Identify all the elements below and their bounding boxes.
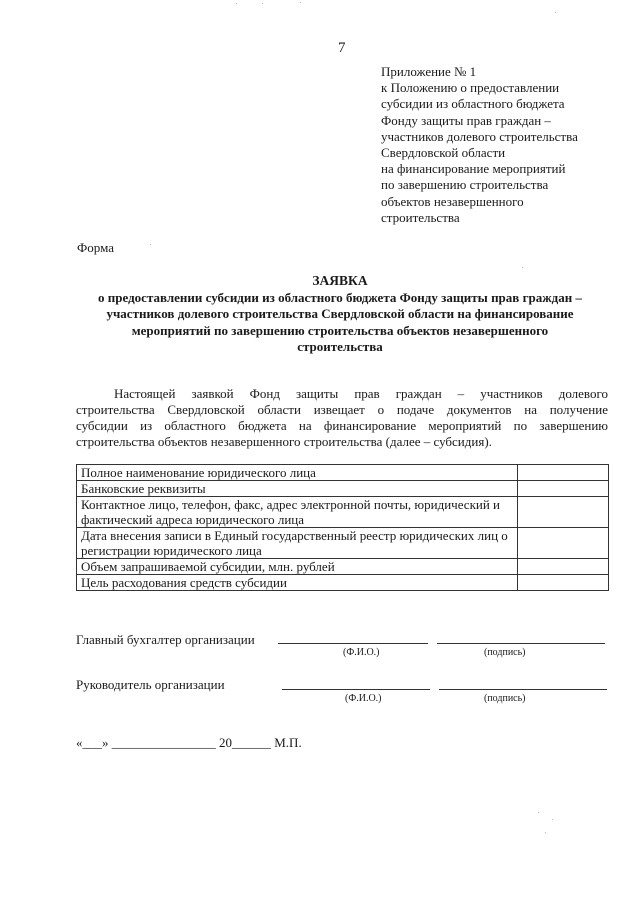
scan-speck [555, 12, 556, 13]
title-line: строительства [297, 339, 383, 354]
intro-line: Настоящей заявкой Фонд защиты прав граждан – участников долевого [114, 386, 608, 401]
appendix-line: Фонду защиты прав граждан – [381, 112, 551, 128]
row-label: Цель расходования средств субсидии [77, 575, 518, 591]
table-row [77, 575, 609, 591]
title-line: о предоставлении субсидии из областного бюджета Фонду защиты прав граждан – [98, 289, 582, 305]
accountant-fio-line[interactable] [278, 643, 428, 644]
appendix-block [381, 64, 621, 226]
title-heading: ЗАЯВКА [312, 273, 368, 288]
document-title [70, 273, 610, 356]
scan-speck [552, 819, 553, 820]
page-number: 7 [338, 40, 346, 56]
intro-line: субсидии из областного бюджета на финансирование мероприятий по завершению [76, 418, 608, 433]
head-sign-line[interactable] [439, 689, 607, 690]
fio-caption: (Ф.И.О.) [345, 693, 382, 704]
intro-paragraph [76, 386, 608, 450]
intro-line: строительства Свердловской области извещает о подаче документов на получение [76, 402, 608, 417]
head-fio-line[interactable] [282, 689, 430, 690]
form-label: Форма [77, 240, 114, 255]
appendix-line: участников долевого строительства [381, 128, 578, 144]
scan-speck [538, 812, 539, 813]
row-value-cell[interactable] [518, 481, 609, 497]
appendix-line: Свердловской области [381, 145, 506, 161]
row-label: Полное наименование юридического лица [77, 465, 518, 481]
row-value-cell[interactable] [518, 528, 609, 559]
table-row [77, 559, 609, 575]
head-label: Руководитель организации [76, 677, 225, 692]
appendix-line: строительства [381, 209, 460, 225]
accountant-sign-line[interactable] [437, 643, 605, 644]
row-label: Объем запрашиваемой субсидии, млн. рублей [77, 559, 518, 575]
date-stamp-line: «___» ________________ 20______ М.П. [76, 735, 302, 750]
intro-line: строительства объектов незавершенного строительства (далее – субсидия). [76, 434, 492, 449]
row-value-cell[interactable] [518, 559, 609, 575]
scan-speck [236, 3, 237, 4]
appendix-line: Приложение № 1 [381, 64, 477, 79]
scan-speck [522, 267, 523, 268]
table-row [77, 497, 609, 528]
row-label: Контактное лицо, телефон, факс, адрес электронной почты, юридический и фактический адреса юридического лица [77, 497, 518, 528]
sign-caption: (подпись) [484, 647, 526, 658]
scan-speck [150, 244, 151, 245]
row-label: Дата внесения записи в Единый государственный реестр юридических лиц о регистрации юридического лица [77, 528, 518, 559]
table-row [77, 528, 609, 559]
title-line: мероприятий по завершению строительства объектов незавершенного [131, 322, 549, 338]
table-row [77, 465, 609, 481]
table-row [77, 481, 609, 497]
row-value-cell[interactable] [518, 465, 609, 481]
appendix-line: объектов незавершенного [381, 193, 524, 209]
appendix-line: на финансирование мероприятий [381, 161, 566, 177]
appendix-line: субсидии из областного бюджета [381, 96, 565, 112]
appendix-line: к Положению о предоставлении [381, 80, 560, 96]
scan-speck [262, 3, 263, 4]
fio-caption: (Ф.И.О.) [343, 647, 380, 658]
row-value-cell[interactable] [518, 497, 609, 528]
application-table [76, 464, 609, 591]
sign-caption: (подпись) [484, 693, 526, 704]
row-value-cell[interactable] [518, 575, 609, 591]
scan-speck [300, 2, 301, 3]
accountant-label: Главный бухгалтер организации [76, 632, 255, 647]
row-label: Банковские реквизиты [77, 481, 518, 497]
appendix-line: по завершению строительства [381, 177, 549, 193]
title-line: участников долевого строительства Свердловской области на финансирование [106, 306, 574, 321]
scan-speck [545, 832, 546, 833]
